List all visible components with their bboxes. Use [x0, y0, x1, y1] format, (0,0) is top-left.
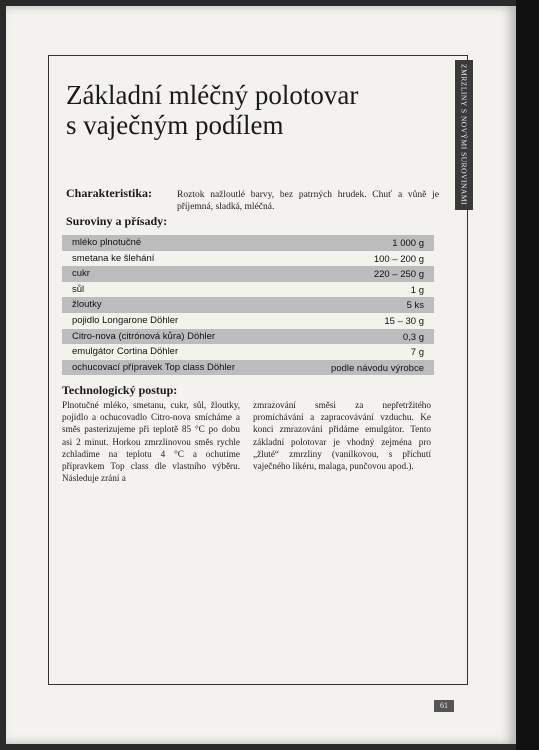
procedure-label: Technologický postup: [62, 383, 178, 397]
ingredient-amount: 1 g [410, 284, 424, 296]
ingredient-amount: 0,3 g [402, 331, 424, 343]
table-row [62, 360, 434, 376]
table-row [62, 266, 434, 282]
page-title [66, 80, 406, 140]
table-row [62, 313, 434, 329]
ingredient-name: smetana ke šlehání [72, 252, 155, 264]
ingredient-amount: 15 – 30 g [384, 315, 424, 327]
characteristics-label: Charakteristika: [66, 186, 152, 200]
table-row [62, 344, 434, 360]
table-row [62, 282, 434, 298]
characteristics-text: Roztok nažloutlé barvy, bez patrných hrudek. Chuť a vůně je příjemná, sladká, mléčná. [177, 190, 439, 212]
ingredient-amount: 7 g [410, 347, 424, 359]
ingredients-label: Suroviny a přísady: [66, 214, 168, 228]
page-number: 61 [434, 700, 454, 712]
table-row [62, 251, 434, 267]
ingredient-amount: podle návodu výrobce [331, 362, 424, 374]
procedure-text-column-2: zmrazování směsi za nepřetržitého promíchávání a zapracovávání vzduchu. Ke konci zmrazování přidáme emulgátor. Tento základní polotovar je vhodný zejména pro „žluté“ zmrzliny (vanilkovou, s příchutí vaječného likéru, malaga, punčovou apod.). [253, 400, 431, 472]
chapter-side-tab-label: ZMRZLINY S NOVÝMI SUROVINAMI [459, 64, 469, 206]
ingredient-amount: 220 – 250 g [373, 269, 424, 281]
ingredient-amount: 100 – 200 g [373, 253, 424, 265]
ingredient-name: cukr [72, 268, 90, 280]
ingredient-amount: 5 ks [406, 300, 424, 312]
ingredient-name: žloutky [72, 299, 102, 311]
procedure-text-column-1: Plnotučné mléko, smetanu, cukr, sůl, žloutky, pojidlo a ochucovadlo Citro-nova smícháme a směs pasterizujeme při teplotě 85 °C po dobu asi 2 minut. Horkou zmrzlinovou směs rychle zchladíme na teplotu 4 °C a ochutíme přípravkem Top class dle vlastního výběru. Následuje zrání a [62, 400, 240, 484]
ingredient-name: sůl [72, 283, 85, 295]
ingredient-name: Citro-nova (citrónová kůra) Döhler [72, 330, 216, 342]
ingredient-name: ochucovací přípravek Top class Döhler [72, 361, 235, 373]
scan-edge [516, 0, 539, 750]
table-row [62, 329, 434, 345]
ingredients-table [62, 235, 434, 375]
ingredient-amount: 1 000 g [392, 238, 424, 249]
ingredient-name: emulgátor Cortina Döhler [72, 346, 179, 358]
title-line-2: s vaječným podílem [66, 110, 284, 140]
ingredient-name: mléko plnotučné [72, 237, 142, 248]
table-row [62, 297, 434, 313]
ingredient-name: pojidlo Longarone Döhler [72, 314, 179, 326]
chapter-side-tab [455, 60, 473, 210]
table-row [62, 235, 434, 251]
title-line-1: Základní mléčný polotovar [66, 80, 359, 110]
